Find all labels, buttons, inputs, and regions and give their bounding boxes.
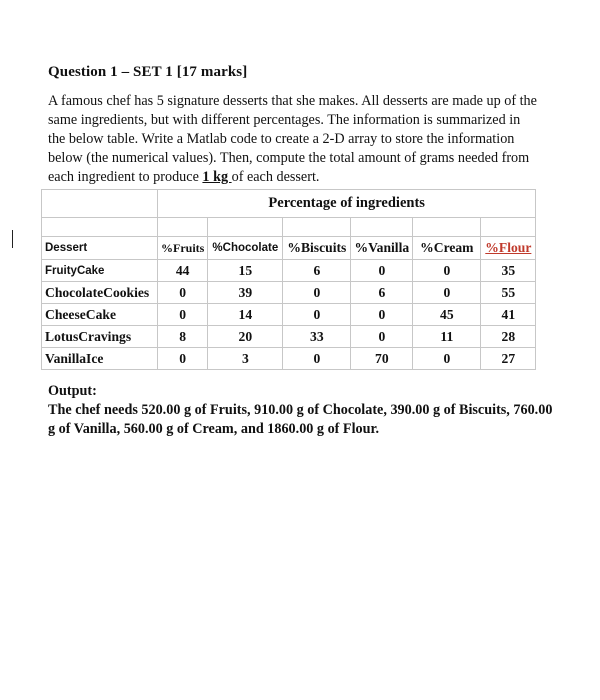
question-text-main: A famous chef has 5 signature desserts that she makes. All desserts are made up of the same ingredients, but with different percentages. The information is summarized in the below table. Write a Matlab code to create a 2-D array to store the information below (the numerical values). Then, compute the total amount of grams needed from each ingredient to produce xyxy=(48,93,537,185)
table-cell: 41 xyxy=(481,304,536,326)
table-row xyxy=(42,282,536,304)
table-cell: 35 xyxy=(481,260,536,282)
column-header-fruits-label: %Fruits xyxy=(161,241,205,255)
column-header-chocolate: %Chocolate xyxy=(208,237,283,260)
table-title-row xyxy=(42,190,536,218)
table-cell: 0 xyxy=(413,348,481,370)
column-header-biscuits: %Biscuits xyxy=(283,237,351,260)
table-cell: 15 xyxy=(208,260,283,282)
table-cell: 27 xyxy=(481,348,536,370)
question-text xyxy=(48,92,540,187)
table-row xyxy=(42,304,536,326)
column-header-flour: %Flour xyxy=(481,237,536,260)
text-cursor xyxy=(12,230,13,248)
column-header-cream: %Cream xyxy=(413,237,481,260)
output-label: Output: xyxy=(48,383,97,399)
table-cell: 14 xyxy=(208,304,283,326)
table-cell: 45 xyxy=(413,304,481,326)
table-title-spacer xyxy=(42,190,158,218)
table-cell: 6 xyxy=(351,282,413,304)
question-heading: Question 1 – SET 1 [17 marks] xyxy=(48,64,248,80)
row-label: VanillaIce xyxy=(42,348,158,370)
table-cell: 0 xyxy=(283,348,351,370)
table-row xyxy=(42,326,536,348)
table-cell: 11 xyxy=(413,326,481,348)
table-cell: 39 xyxy=(208,282,283,304)
table-cell: 0 xyxy=(283,304,351,326)
table-cell: 33 xyxy=(283,326,351,348)
table-row xyxy=(42,260,536,282)
table-row xyxy=(42,348,536,370)
column-header-vanilla: %Vanilla xyxy=(351,237,413,260)
table-cell: 20 xyxy=(208,326,283,348)
table-cell: 6 xyxy=(283,260,351,282)
column-header-dessert: Dessert xyxy=(42,237,158,260)
row-label: FruityCake xyxy=(42,260,158,282)
table-cell: 0 xyxy=(158,304,208,326)
question-text-emphasis: 1 kg xyxy=(202,169,232,185)
table-cell: 0 xyxy=(351,260,413,282)
table-cell: 55 xyxy=(481,282,536,304)
output-text: The chef needs 520.00 g of Fruits, 910.00 g of Chocolate, 390.00 g of Biscuits, 760.00 g of Vanilla, 560.00 g of Cream, and 1860.00 g of Flour. xyxy=(48,402,553,437)
table-cell: 0 xyxy=(351,304,413,326)
table-cell: 0 xyxy=(158,282,208,304)
row-label: LotusCravings xyxy=(42,326,158,348)
table-cell: 0 xyxy=(283,282,351,304)
table-cell: 70 xyxy=(351,348,413,370)
question-text-end: of each dessert. xyxy=(231,169,320,185)
ingredients-table xyxy=(41,189,536,370)
ingredients-table-wrapper xyxy=(41,189,536,370)
output-block xyxy=(48,382,558,439)
table-cell: 28 xyxy=(481,326,536,348)
table-header-row xyxy=(42,237,536,260)
table-title: Percentage of ingredients xyxy=(158,190,536,218)
table-cell: 0 xyxy=(413,282,481,304)
table-cell: 8 xyxy=(158,326,208,348)
table-cell: 0 xyxy=(413,260,481,282)
table-blank-row xyxy=(42,218,536,237)
row-label: CheeseCake xyxy=(42,304,158,326)
table-cell: 0 xyxy=(351,326,413,348)
table-cell: 0 xyxy=(158,348,208,370)
table-cell: 44 xyxy=(158,260,208,282)
table-cell: 3 xyxy=(208,348,283,370)
row-label: ChocolateCookies xyxy=(42,282,158,304)
column-header-fruits xyxy=(158,237,208,260)
